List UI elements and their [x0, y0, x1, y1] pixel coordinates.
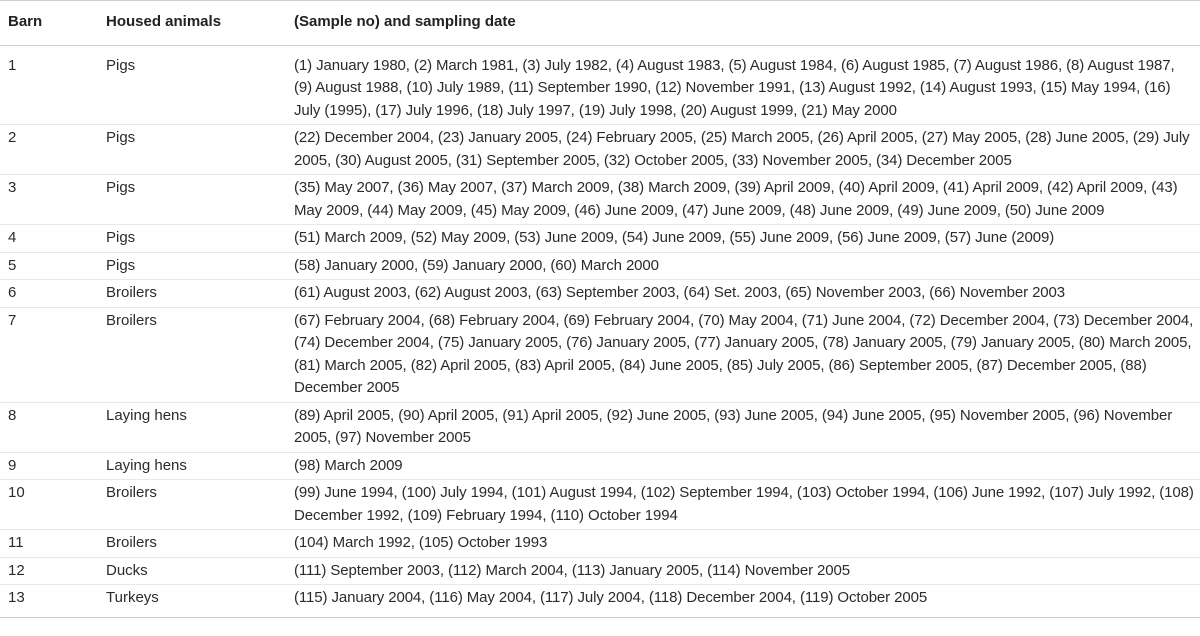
dates-cell: (22) December 2004, (23) January 2005, (24) February 2005, (25) March 2005, (26) April 2005, (27) May 2005, (28) June 2005, (29) July 2005, (30) August 2005, (31) September 2005, (32) October 2005, (33) November 2005, (34) December 2005	[286, 125, 1200, 175]
barn-cell: 10	[0, 480, 98, 530]
dates-cell: (115) January 2004, (116) May 2004, (117) July 2004, (118) December 2004, (119) October 2005	[286, 585, 1200, 618]
barn-cell: 3	[0, 175, 98, 225]
animals-cell: Broilers	[98, 480, 286, 530]
animals-cell: Broilers	[98, 530, 286, 558]
animals-cell: Pigs	[98, 175, 286, 225]
table-row	[0, 125, 1200, 175]
table-row	[0, 280, 1200, 308]
dates-cell: (104) March 1992, (105) October 1993	[286, 530, 1200, 558]
barn-cell: 13	[0, 585, 98, 618]
header-sampling-date: (Sample no) and sampling date	[286, 1, 1200, 46]
barn-cell: 1	[0, 45, 98, 125]
animals-cell: Laying hens	[98, 452, 286, 480]
animals-cell: Pigs	[98, 225, 286, 253]
dates-cell: (111) September 2003, (112) March 2004, (113) January 2005, (114) November 2005	[286, 557, 1200, 585]
dates-cell: (89) April 2005, (90) April 2005, (91) April 2005, (92) June 2005, (93) June 2005, (94) June 2005, (95) November 2005, (96) November 2005, (97) November 2005	[286, 402, 1200, 452]
barn-cell: 12	[0, 557, 98, 585]
table-body	[0, 45, 1200, 617]
table-row	[0, 175, 1200, 225]
animals-cell: Laying hens	[98, 402, 286, 452]
table-row	[0, 585, 1200, 618]
animals-cell: Ducks	[98, 557, 286, 585]
table-row	[0, 402, 1200, 452]
table-row	[0, 225, 1200, 253]
dates-cell: (67) February 2004, (68) February 2004, (69) February 2004, (70) May 2004, (71) June 2004, (72) December 2004, (73) December 2004, (74) December 2004, (75) January 2005, (76) January 2005, (77) January 2005, (78) January 2005, (79) January 2005, (80) March 2005, (81) March 2005, (82) April 2005, (83) April 2005, (84) June 2005, (85) July 2005, (86) September 2005, (87) December 2005, (88) December 2005	[286, 307, 1200, 402]
barn-cell: 5	[0, 252, 98, 280]
header-row	[0, 1, 1200, 46]
dates-cell: (1) January 1980, (2) March 1981, (3) July 1982, (4) August 1983, (5) August 1984, (6) August 1985, (7) August 1986, (8) August 1987, (9) August 1988, (10) July 1989, (11) September 1990, (12) November 1991, (13) August 1992, (14) August 1993, (15) May 1994, (16) July (1995), (17) July 1996, (18) July 1997, (19) July 1998, (20) August 1999, (21) May 2000	[286, 45, 1200, 125]
barn-cell: 4	[0, 225, 98, 253]
barn-cell: 8	[0, 402, 98, 452]
animals-cell: Pigs	[98, 125, 286, 175]
barn-cell: 7	[0, 307, 98, 402]
barn-cell: 2	[0, 125, 98, 175]
table-row	[0, 45, 1200, 125]
barn-cell: 6	[0, 280, 98, 308]
animals-cell: Broilers	[98, 307, 286, 402]
barn-cell: 11	[0, 530, 98, 558]
animals-cell: Turkeys	[98, 585, 286, 618]
table-row	[0, 307, 1200, 402]
dates-cell: (61) August 2003, (62) August 2003, (63) September 2003, (64) Set. 2003, (65) November 2003, (66) November 2003	[286, 280, 1200, 308]
table-row	[0, 480, 1200, 530]
dates-cell: (98) March 2009	[286, 452, 1200, 480]
header-barn: Barn	[0, 1, 98, 46]
animals-cell: Broilers	[98, 280, 286, 308]
table-row	[0, 530, 1200, 558]
animals-cell: Pigs	[98, 45, 286, 125]
table-row	[0, 252, 1200, 280]
header-housed-animals: Housed animals	[98, 1, 286, 46]
barn-cell: 9	[0, 452, 98, 480]
dates-cell: (51) March 2009, (52) May 2009, (53) June 2009, (54) June 2009, (55) June 2009, (56) June 2009, (57) June (2009)	[286, 225, 1200, 253]
animals-cell: Pigs	[98, 252, 286, 280]
dates-cell: (99) June 1994, (100) July 1994, (101) August 1994, (102) September 1994, (103) October 1994, (106) June 1992, (107) July 1992, (108) December 1992, (109) February 1994, (110) October 1994	[286, 480, 1200, 530]
table-row	[0, 452, 1200, 480]
table-header	[0, 1, 1200, 46]
dates-cell: (58) January 2000, (59) January 2000, (60) March 2000	[286, 252, 1200, 280]
dates-cell: (35) May 2007, (36) May 2007, (37) March 2009, (38) March 2009, (39) April 2009, (40) April 2009, (41) April 2009, (42) April 2009, (43) May 2009, (44) May 2009, (45) May 2009, (46) June 2009, (47) June 2009, (48) June 2009, (49) June 2009, (50) June 2009	[286, 175, 1200, 225]
table-row	[0, 557, 1200, 585]
